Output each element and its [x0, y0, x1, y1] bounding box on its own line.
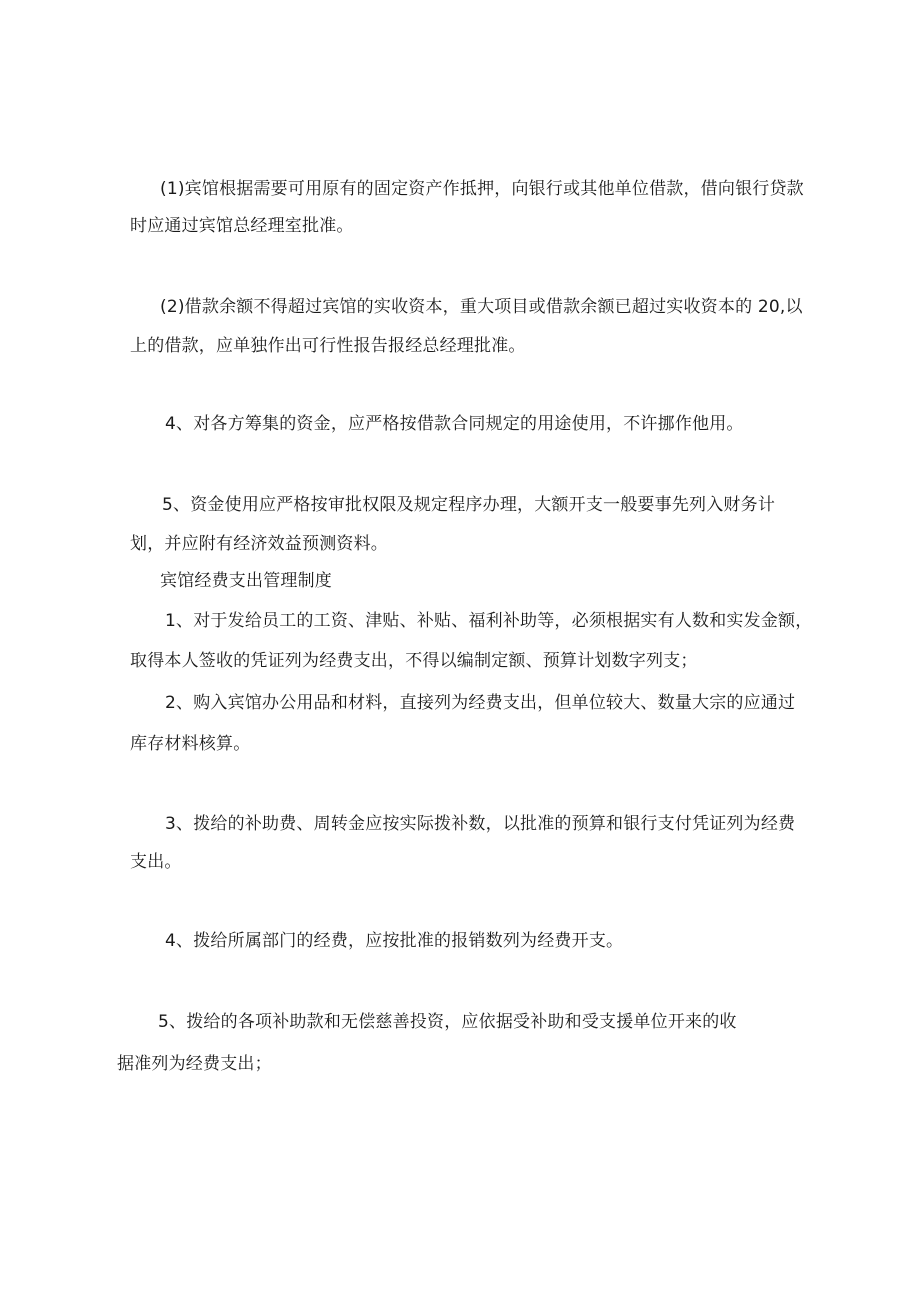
paragraph-10-line-2: 据准列为经费支出； [117, 1054, 272, 1074]
paragraph-7-line-2: 库存材料核算。 [130, 734, 251, 754]
paragraph-7-line-1: 2、购入宾馆办公用品和材料，直接列为经费支出，但单位较大、数量大宗的应通过 [165, 693, 796, 713]
paragraph-8-line-1: 3、拨给的补助费、周转金应按实际拨补数，以批准的预算和银行支付凭证列为经费 [165, 814, 796, 834]
paragraph-6-line-1: 1、对于发给员工的工资、津贴、补贴、福利补助等，必须根据实有人数和实发金额， [165, 611, 813, 631]
paragraph-4-line-2: 划，并应附有经济效益预测资料。 [130, 534, 388, 554]
paragraph-10-line-1: 5、拨给的各项补助款和无偿慈善投资，应依据受补助和受支援单位开来的收 [158, 1012, 737, 1032]
paragraph-4-line-1: 5、资金使用应严格按审批权限及规定程序办理，大额开支一般要事先列入财务计 [162, 495, 776, 515]
paragraph-6-line-2: 取得本人签收的凭证列为经费支出，不得以编制定额、预算计划数字列支； [130, 651, 698, 671]
paragraph-8-line-2: 支出。 [130, 852, 182, 872]
section-heading: 宾馆经费支出管理制度 [160, 571, 332, 591]
paragraph-1-line-2: 时应通过宾馆总经理室批准。 [130, 216, 354, 236]
paragraph-3-line-1: 4、对各方筹集的资金，应严格按借款合同规定的用途使用，不许挪作他用。 [165, 414, 744, 434]
paragraph-2-line-1: (2)借款余额不得超过宾馆的实收资本，重大项目或借款余额已超过实收资本的 20,以 [160, 297, 803, 317]
paragraph-2-line-2: 上的借款，应单独作出可行性报告报经总经理批准。 [130, 336, 526, 356]
paragraph-1-line-1: (1)宾馆根据需要可用原有的固定资产作抵押，向银行或其他单位借款，借向银行贷款 [160, 179, 804, 199]
paragraph-9-line-1: 4、拨给所属部门的经费，应按批准的报销数列为经费开支。 [165, 931, 624, 951]
